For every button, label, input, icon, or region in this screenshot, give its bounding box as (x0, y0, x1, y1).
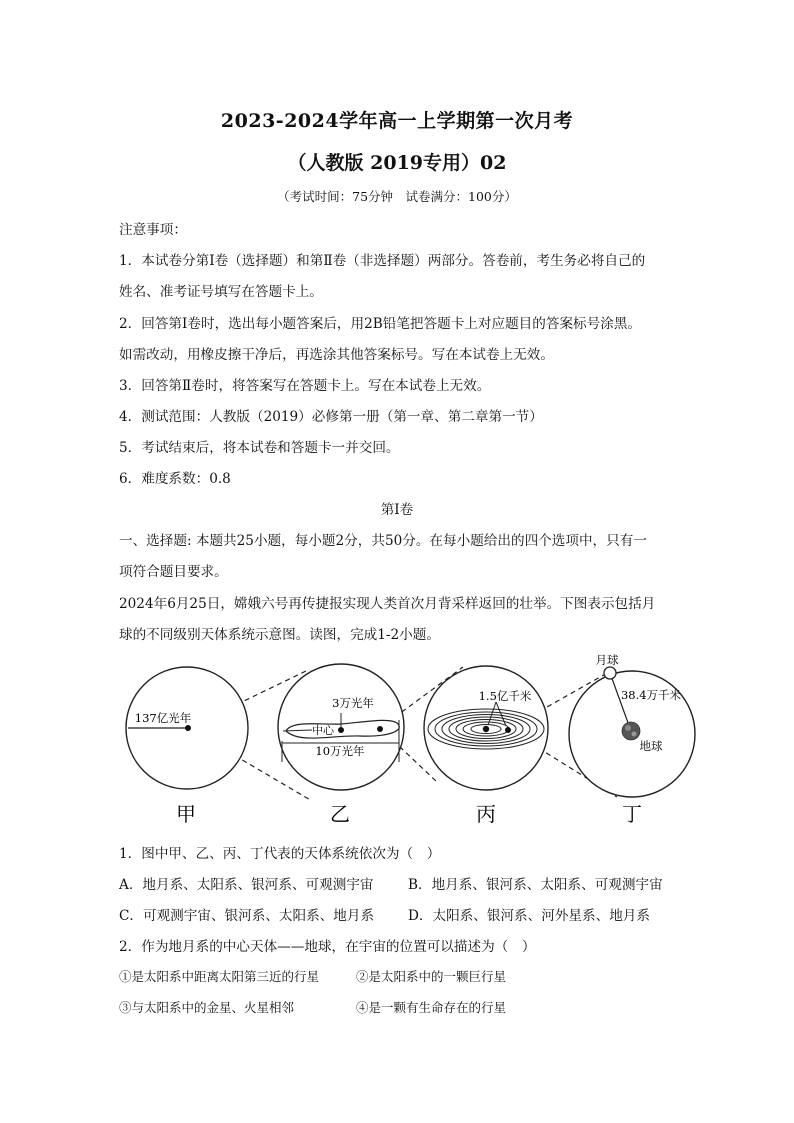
caption-bing: 丙 (476, 802, 496, 826)
section-title: 第Ⅰ卷 (380, 502, 414, 518)
exam-subtitle: （人教版 2019专用）02 (287, 152, 507, 174)
q1-option-d: D．太阳系、银河系、河外星系、地月系 (408, 908, 650, 924)
caption-ding: 丁 (622, 802, 642, 826)
earth-moon-distance-label: 38.4万千米 (620, 688, 682, 702)
moon-icon (604, 667, 616, 679)
yi-width-label: 3万光年 (332, 696, 374, 710)
yi-milky-way (278, 664, 404, 790)
earth-label: 地球 (639, 739, 663, 753)
section-instruction: 项符合题目要求。 (119, 564, 228, 580)
q1-option-a: A．地月系、太阳系、银河系、可观测宇宙 (119, 877, 374, 893)
bing-solar-system (424, 666, 548, 790)
celestial-systems-figure (0, 648, 794, 833)
q2-statement-1: ①是太阳系中距离太阳第三近的行星 (119, 969, 320, 984)
jia-observable-universe (126, 667, 248, 789)
notes-heading: 注意事项： (119, 222, 187, 238)
exam-meta: （考试时间：75分钟 试卷满分：100分） (277, 189, 517, 204)
ding-earth-moon-system (569, 653, 695, 797)
yi-center-label: 中心 (312, 724, 334, 737)
note-line: 2．回答第Ⅰ卷时，选出每小题答案后，用2B铅笔把答题卡上对应题目的答案标号涂黑。 (119, 316, 642, 332)
yi-length-label: 10万光年 (315, 744, 365, 758)
note-line: 姓名、准考证号填写在答题卡上。 (119, 284, 323, 300)
q1-option-b: B．地月系、银河系、太阳系、可观测宇宙 (408, 877, 663, 893)
note-line: 6．难度系数：0.8 (119, 471, 231, 487)
earth-icon (622, 722, 640, 740)
question-2: 2．作为地月系的中心天体——地球，在宇宙的位置可以描述为（ ） (119, 939, 536, 955)
passage-text: 球的不同级别天体系统示意图。读图，完成1-2小题。 (119, 627, 440, 643)
section-instruction: 一、选择题: 本题共25小题，每小题2分，共50分。在每小题给出的四个选项中，只有一 (119, 533, 647, 549)
note-line: 如需改动，用橡皮擦干净后，再选涂其他答案标号。写在本试卷上无效。 (119, 347, 554, 363)
q2-statement-2: ②是太阳系中的一颗巨行星 (356, 969, 507, 984)
note-line: 5．考试结束后，将本试卷和答题卡一并交回。 (119, 440, 400, 456)
exam-title: 2023-2024学年高一上学期第一次月考 (220, 110, 574, 132)
note-line: 3．回答第Ⅱ卷时，将答案写在答题卡上。写在本试卷上无效。 (119, 378, 491, 394)
q2-statement-4: ④是一颗有生命存在的行星 (356, 1000, 507, 1015)
moon-label: 月球 (595, 653, 619, 667)
jia-label: 137亿光年 (134, 711, 192, 725)
passage-text: 2024年6月25日，嫦娥六号再传捷报实现人类首次月背采样返回的壮举。下图表示包括月 (119, 596, 656, 612)
note-line: 1．本试卷分第Ⅰ卷（选择题）和第Ⅱ卷（非选择题）两部分。答卷前，考生务必将自己的 (119, 253, 646, 269)
caption-yi: 乙 (330, 802, 350, 826)
question-1: 1．图中甲、乙、丙、丁代表的天体系统依次为（ ） (119, 846, 441, 862)
q1-option-c: C．可观测宇宙、银河系、太阳系、地月系 (119, 908, 375, 924)
bing-distance-label: 1.5亿千米 (478, 689, 532, 703)
note-line: 4．测试范围：人教版（2019）必修第一册（第一章、第二章第一节） (119, 409, 543, 425)
caption-jia: 甲 (176, 802, 196, 826)
q2-statement-3: ③与太阳系中的金星、火星相邻 (119, 1000, 295, 1015)
